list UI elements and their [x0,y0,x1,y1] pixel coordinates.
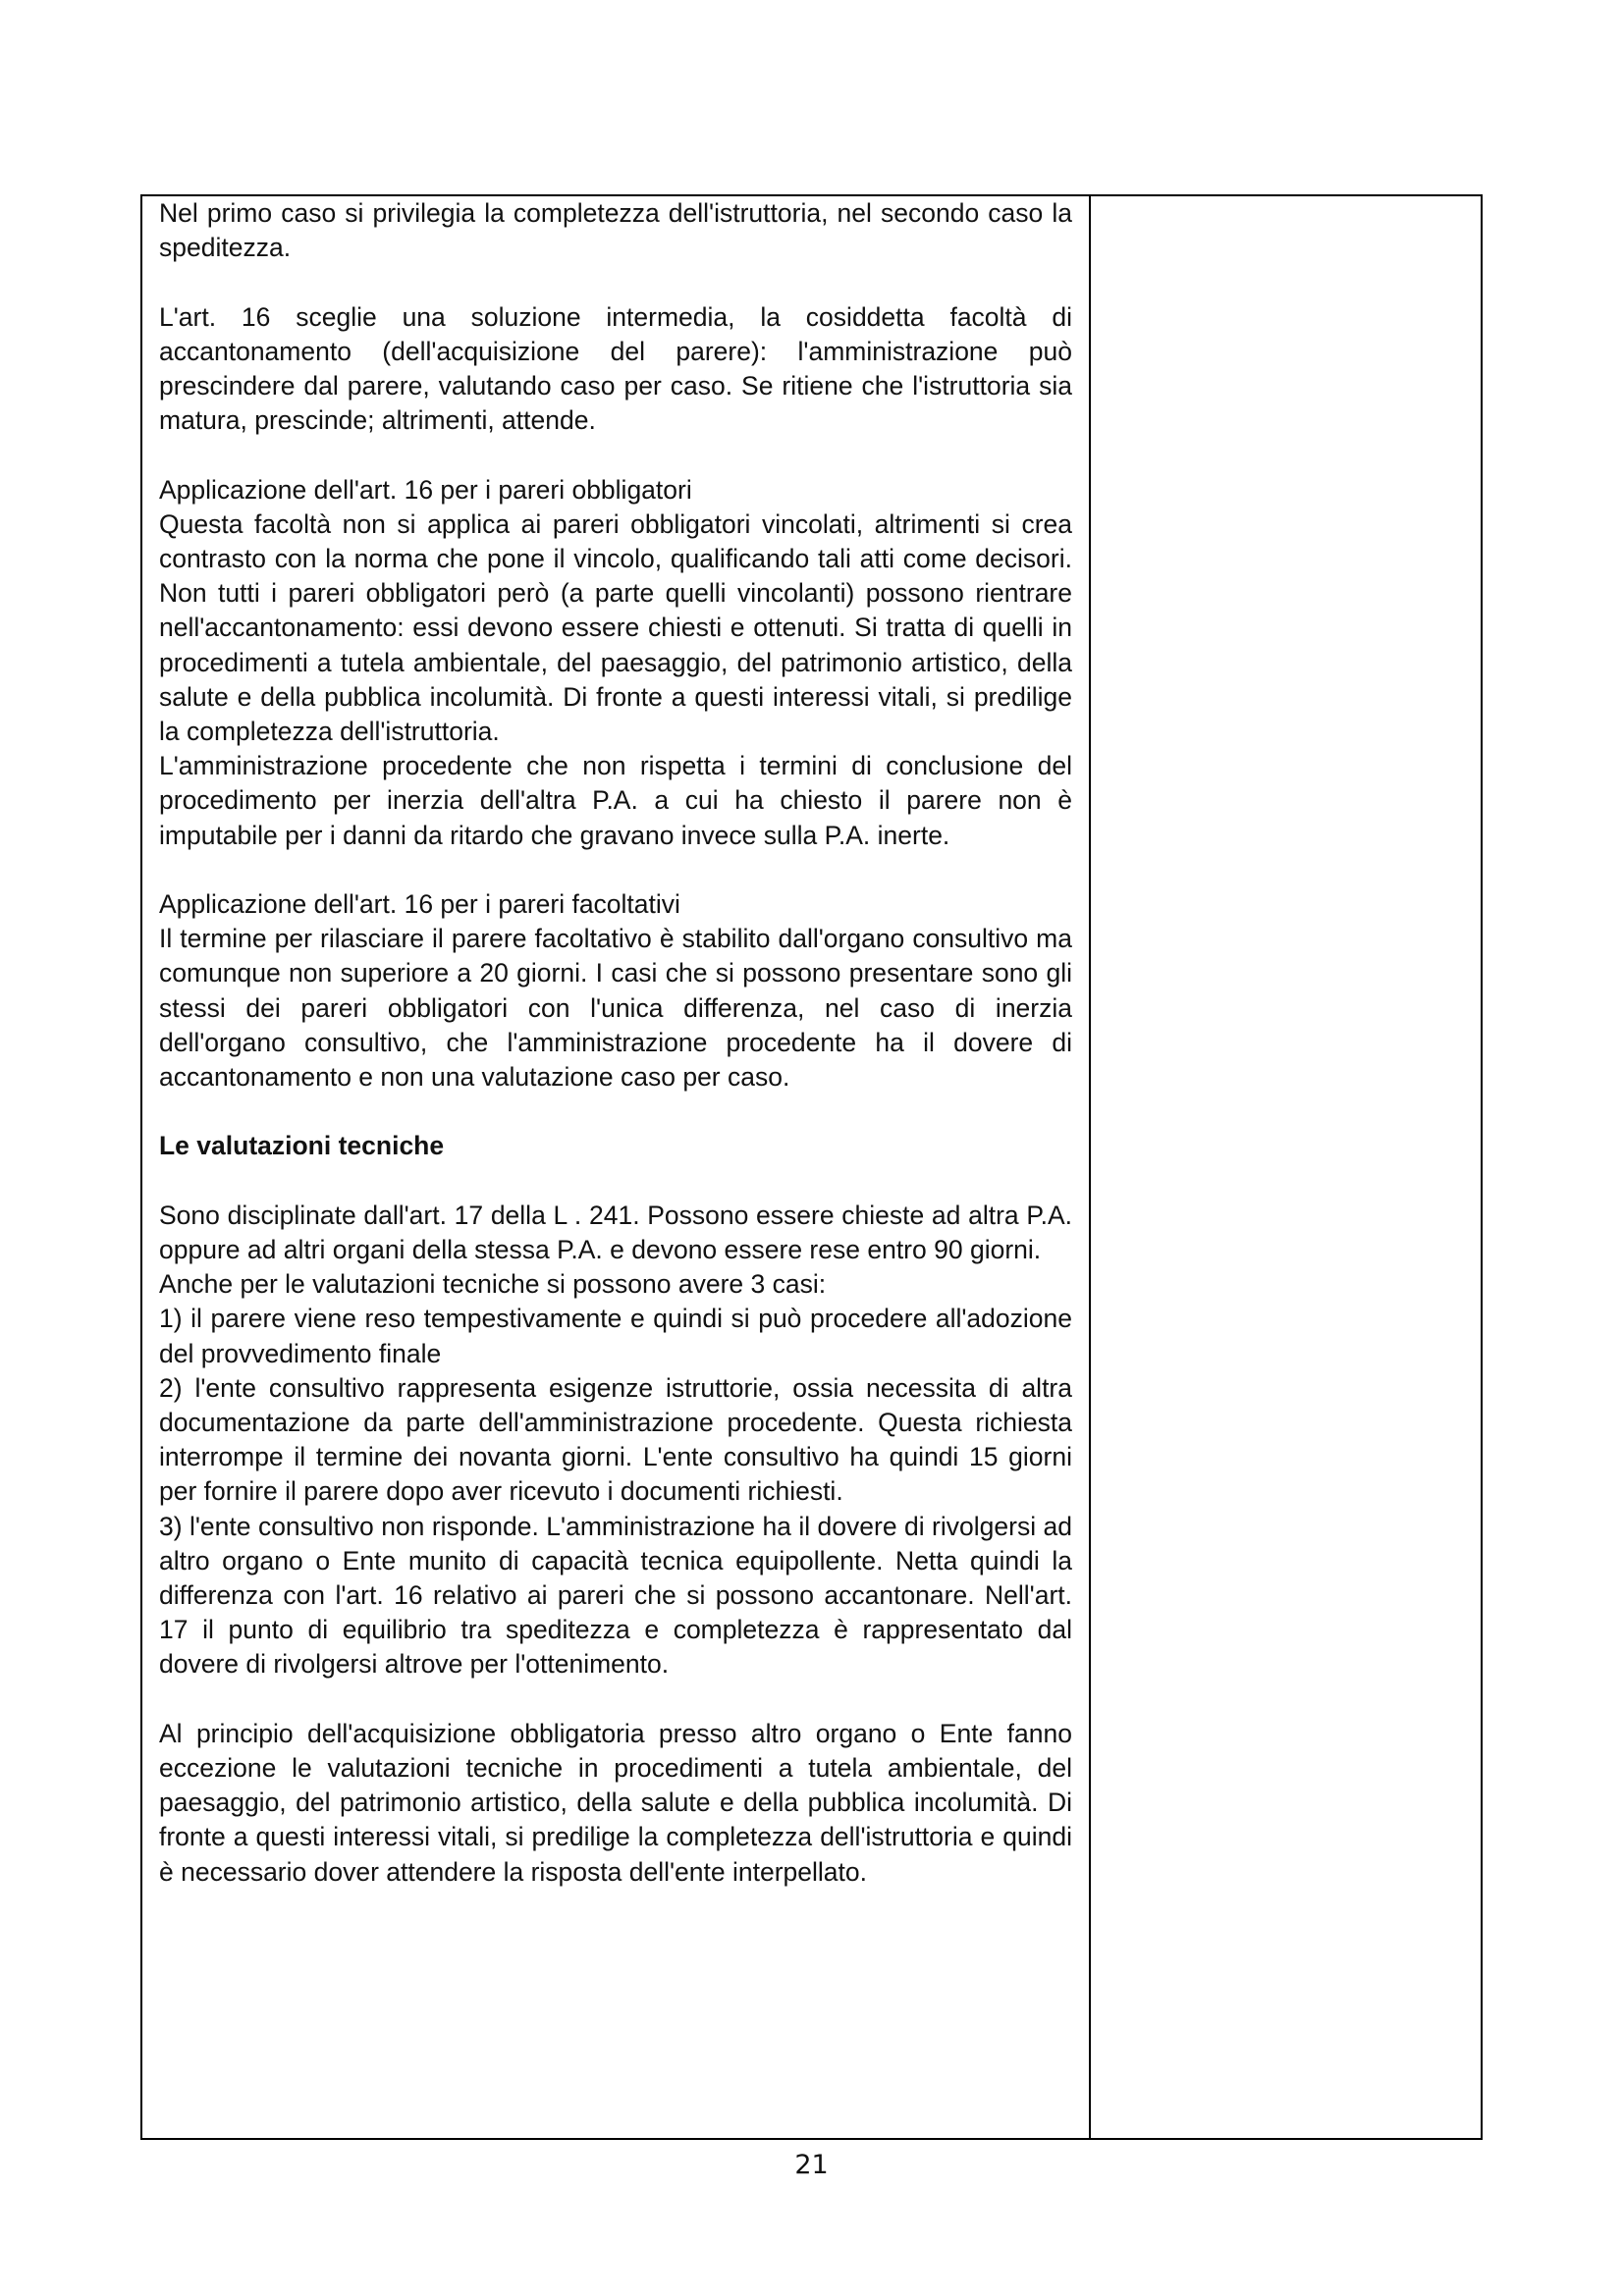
body-text [159,196,1072,1890]
paragraph-gap [159,1095,1072,1129]
page-number: 21 [794,2150,829,2180]
content-table [140,194,1483,2140]
paragraph-gap [159,438,1072,472]
paragraph: Applicazione dell'art. 16 per i pareri obbligatori [159,474,692,505]
paragraph: Sono disciplinate dall'art. 17 della L . 241. Possono essere chieste ad altra P.A. oppure ad altri organi della stessa P.A. e devono essere rese entro 90 giorni. [159,1200,1072,1265]
paragraph: Il termine per rilasciare il parere facoltativo è stabilito dall'organo consultivo ma comunque non superiore a 20 giorni. I casi che si possono presentare sono gli stessi dei pareri obbligatori con l'unica differenza, nel caso di inerzia dell'organo consultivo, che l'amministrazione procedente ha il dovere di accantonamento e non una valutazione caso per caso. [159,924,1072,1093]
paragraph: Questa facoltà non si applica ai pareri obbligatori vincolati, altrimenti si crea contrasto con la norma che pone il vincolo, qualificando tali atti come decisori. Non tutti i pareri obbligatori però (a parte quelli vincolanti) possono rientrare nell'accantonamento: essi devono essere chiesti e ottenuti. Si tratta di quelli in procedimenti a tutela ambientale, del paesaggio, del patrimonio artistico, della salute e della pubblica incolumità. Di fronte a questi interessi vitali, si predilige la completezza dell'istruttoria. [159,508,1072,747]
section-heading: Le valutazioni tecniche [159,1131,445,1161]
paragraph-gap [159,1682,1072,1717]
empty-notes-column [1091,196,1481,2138]
paragraph-gap [159,853,1072,887]
paragraph-gap [159,265,1072,299]
paragraph: L'art. 16 sceglie una soluzione intermedia, la cosiddetta facoltà di accantonamento (dell'acquisizione del parere): l'amministrazione può prescindere dal parere, valutando caso per caso. Se ritiene che l'istruttoria sia matura, prescinde; altrimenti, attende. [159,301,1072,436]
paragraph: Anche per le valutazioni tecniche si possono avere 3 casi: [159,1269,827,1300]
paragraph: Nel primo caso si privilegia la completezza dell'istruttoria, nel secondo caso la speditezza. [159,198,1072,263]
paragraph: Applicazione dell'art. 16 per i pareri facoltativi [159,889,680,920]
paragraph: Al principio dell'acquisizione obbligatoria presso altro organo o Ente fanno eccezione le valutazioni tecniche in procedimenti a tutela ambientale, del paesaggio, del patrimonio artistico, della salute e della pubblica incolumità. Di fronte a questi interessi vitali, si predilige la completezza dell'istruttoria e quindi è necessario dover attendere la risposta dell'ente interpellato. [159,1718,1072,1887]
paragraph: 3) l'ente consultivo non risponde. L'amministrazione ha il dovere di rivolgersi ad altro organo o Ente munito di capacità tecnica equipollente. Netta quindi la differenza con l'art. 16 relativo ai pareri che si possono accantonare. Nell'art. 17 il punto di equilibrio tra speditezza e completezza è rappresentato dal dovere di rivolgersi altrove per l'ottenimento. [159,1511,1072,1680]
paragraph: 2) l'ente consultivo rappresenta esigenze istruttorie, ossia necessita di altra documentazione da parte dell'amministrazione procedente. Questa richiesta interrompe il termine dei novanta giorni. L'ente consultivo ha quindi 15 giorni per fornire il parere dopo aver ricevuto i documenti richiesti. [159,1372,1072,1507]
paragraph-gap [159,1164,1072,1199]
paragraph: L'amministrazione procedente che non rispetta i termini di conclusione del procedimento per inerzia dell'altra P.A. a cui ha chiesto il parere non è imputabile per i danni da ritardo che gravano invece sulla P.A. inerte. [159,751,1072,850]
text-column [142,196,1091,2138]
paragraph: 1) il parere viene reso tempestivamente e quindi si può procedere all'adozione del provvedimento finale [159,1304,1072,1368]
